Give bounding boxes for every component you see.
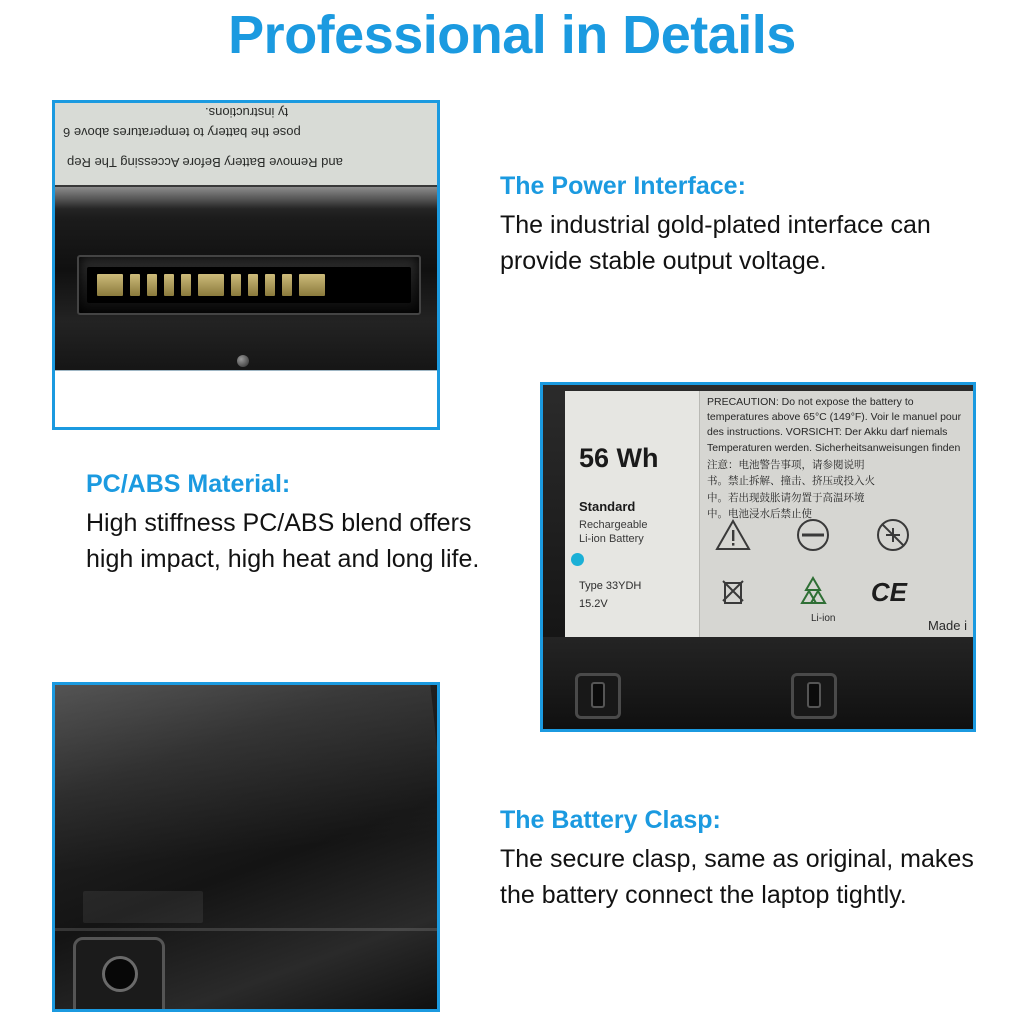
no-incinerate-icon <box>875 517 911 553</box>
liion-mark: Li-ion <box>811 613 836 624</box>
connector-pin-row <box>87 267 411 303</box>
label-text-line-2: pose the battery to temperatures above 6 <box>63 125 301 140</box>
warning-text-chinese: 注意：电池警告事项，请参閱说明书。禁止拆解、撞击、挤压或投入火中。若出现鼓胀请勿置于高温环境中。电池浸水后禁止使 <box>707 459 875 520</box>
gold-plated-connector <box>77 255 421 315</box>
weee-crossed-bin-icon <box>715 573 751 609</box>
photo-background-strip <box>55 371 437 427</box>
label-text-line-1: ty instructions. <box>205 105 289 120</box>
safety-icon-row-1 <box>715 517 911 553</box>
connector-pin <box>299 274 325 296</box>
battery-type-code: Type 33YDH <box>579 580 642 592</box>
shell-edge-line <box>55 928 437 931</box>
page-title: Professional in Details <box>228 5 796 65</box>
material-text-block <box>86 470 506 578</box>
shell-pad <box>83 891 203 923</box>
battery-clasp <box>791 673 837 719</box>
surface-highlight <box>55 187 437 209</box>
screw-icon <box>237 355 249 367</box>
connector-pin <box>130 274 140 296</box>
clasp-body: The secure clasp, same as original, makes the battery connect the laptop tightly. <box>500 845 974 910</box>
connector-pin <box>97 274 123 296</box>
clasp-text-block <box>500 806 1000 914</box>
material-heading: PC/ABS Material: <box>86 470 291 498</box>
connector-pin <box>198 274 224 296</box>
warning-triangle-icon <box>715 517 751 553</box>
connector-pin <box>231 274 241 296</box>
battery-clasp <box>575 673 621 719</box>
connector-pin <box>265 274 275 296</box>
battery-warning-label <box>55 103 437 189</box>
battery-label-photo <box>540 382 976 732</box>
battery-standard-label: Standard <box>579 499 636 514</box>
made-in-text: Made i <box>927 618 967 633</box>
power-interface-text-block <box>500 172 1000 280</box>
battery-clasp-photo <box>52 682 440 1012</box>
connector-pin <box>164 274 174 296</box>
power-interface-photo <box>52 100 440 430</box>
power-interface-heading: The Power Interface: <box>500 172 746 200</box>
clasp-heading: The Battery Clasp: <box>500 806 721 834</box>
battery-voltage: 15.2V <box>579 598 608 610</box>
battery-shell-surface <box>55 685 437 1009</box>
label-text-line-3: and Remove Battery Before Accessing The Rep <box>67 155 343 170</box>
connector-pin <box>248 274 258 296</box>
battery-chemistry-line-1: Rechargeable <box>579 519 648 531</box>
battery-top-surface <box>543 385 973 647</box>
battery-capacity: 56 Wh <box>579 443 659 473</box>
recycle-icon <box>795 573 831 609</box>
safety-icon-row-2 <box>715 573 831 609</box>
power-interface-body: The industrial gold-plated interface can provide stable output voltage. <box>500 211 931 276</box>
battery-spec-sticker <box>565 391 973 639</box>
connector-pin <box>147 274 157 296</box>
clasp-hole-icon <box>102 956 138 992</box>
surface-gloss <box>52 682 440 876</box>
connector-pin <box>282 274 292 296</box>
teal-dot-marker <box>571 553 584 566</box>
clasp-tab <box>73 937 165 1012</box>
ce-mark: CE <box>870 577 907 607</box>
battery-bottom-edge <box>543 637 973 729</box>
battery-chemistry-line-2: Li-ion Battery <box>579 533 644 545</box>
no-disassemble-icon <box>795 517 831 553</box>
warning-text-english: PRECAUTION: Do not expose the battery to temperatures above 65°C (149°F). Voir le manuel pour des instructions. VORSICHT: Der Akku darf niemals Temperaturen werden. Sicherheitsanweisungen finden <box>707 396 962 454</box>
connector-pin <box>181 274 191 296</box>
material-body: High stiffness PC/ABS blend offers high impact, high heat and long life. <box>86 509 480 574</box>
